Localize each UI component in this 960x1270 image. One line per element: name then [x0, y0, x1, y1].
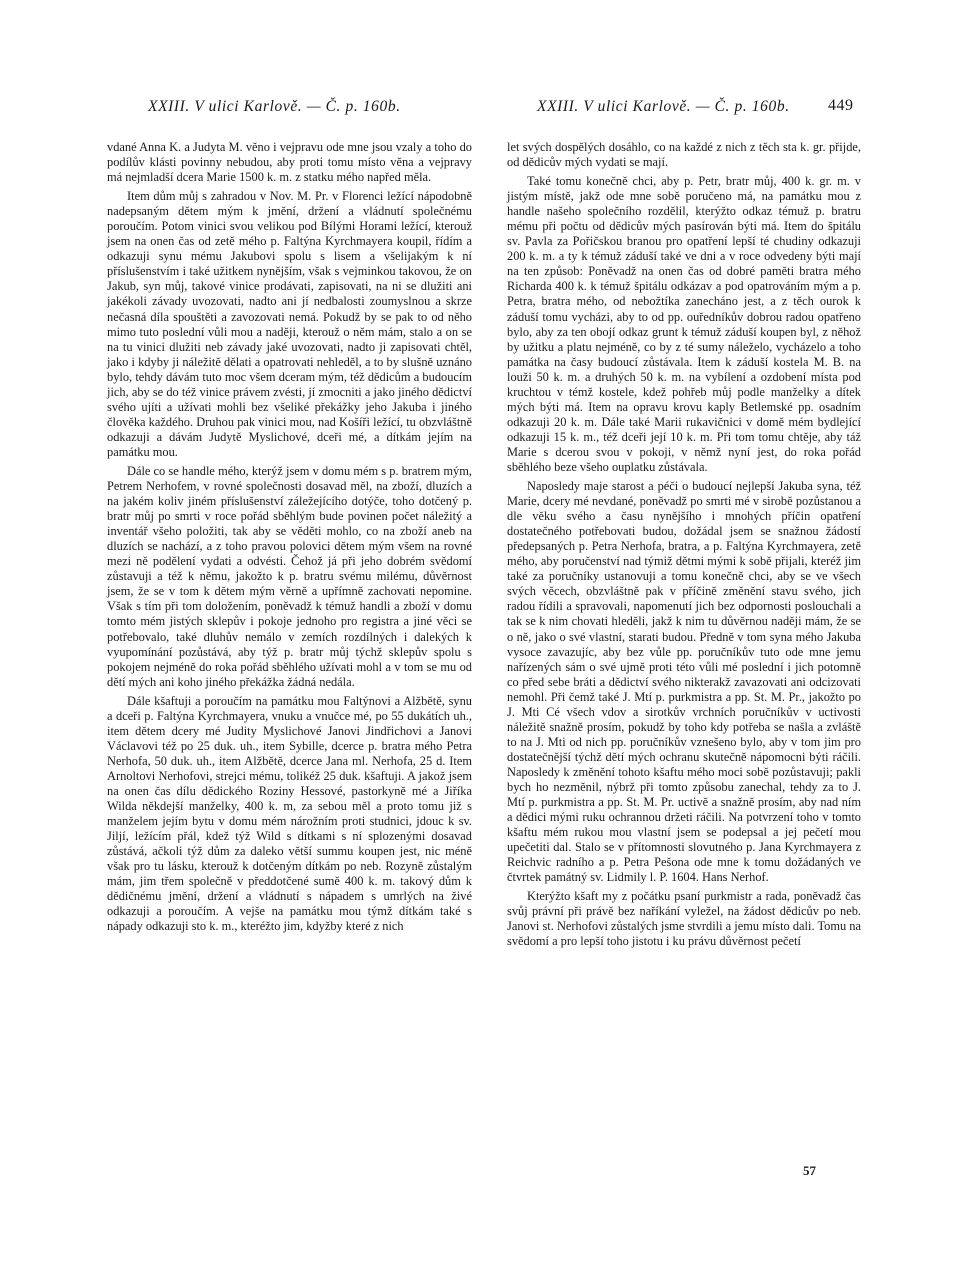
paragraph: Item dům můj s zahradou v Nov. M. Pr. v Florenci ležící nápodobně nadepsaným dětem mým k jmění, držení a vládnutí společnému poroučím. Potom vinici svou velikou pod Bílými Horami ležící, kterouž jsem na onen čas od zetě mého p. Faltýna Kyrchmayera koupil, řídím a odkazuji synu mému Jakubovi spolu s lisem a všelijakým k ní příslušenstvím i také užitkem nynějším, však s vejminkou takovou, že on Jakub, syn můj, takové vinice prodávati, zapisovati, na ni se dlužiti ani jakékoli závady uvozovati, nadto ani jí nedbalosti zoumyslnou a skrze nečasná díla spouštěti a zavozovati nemá. Pokudž by se pak to od něho mimo tuto poslední vůli mou a naději, kterouž o něm mám, stalo a on se na tu vinici dlužiti neb závady jaké uvozovati, nadto ji zapisovati chtěl, jako i kdyby ji náležitě dělati a opatrovati nehleděl, a to by slušně uznáno bylo, tehdy dávám tuto moc všem dceram mým, též dědicům a budoucím jich, aby se do též vinice právem zvésti, jí zmocniti a jako jiného dědictví svého ujíti a užívati mohli bez všeliké překážky jeho Jakuba i jiného člověka každého. Druhou pak vinici mou, nad Košíři ležící, tu obzvláštně odkazuji a dávám Judytě Myslichové, dceři mé, a dítkám jejím na památku mou.	[107, 189, 472, 459]
paragraph: Naposledy maje starost a péči o budoucí nejlepší Jakuba syna, též Marie, dcery mé nevdané, poněvadž po smrti mé v sirobě pozůstanou a dle věku svého a času nynějšího i mnohých příčin opatření dostatečného potřebovati budou, dožádal jsem se snažnou žádostí předepsaných p. Petra Nerhofa, bratra, a p. Faltýna Kyrchmayera, zetě mého, aby poručenství nad týmiž dětmi mými k sobě přijali, kteréž jim také za poručníky ustanovuji a tomu konečně chci, aby se ve všech svých věcech, obzvláštně pak v příčině změnění stavu svého, jich radou řídili a spravovali, napomenutí jich bez odpornosti poslouchali a tak se k nim chovati hleděli, jakž k nim tu důvěrnou naději mám, že se o ně, jako o své vlastní, starati budou. Předně v tom syna mého Jakuba vysoce zavazujíc, aby bez vůle pp. poručníkův tuto ode mne jemu nařízených sám o své ujmě proti této vůli mé poslední i jich potomně co před sebe bráti a dědictví svého nikterakž zavazovati ani odcizovati nemohl. Při čemž také J. Mtí p. purkmistra a pp. St. M. Pr., jakožto po J. Mti Cé všech vdov a sirotkův vrchních poručníkův v uctivosti náležitě snažně prosím, pokudž by toho kdy potřeba se našla a zvláště to na J. Mti od nich pp. poručníkův vznešeno bylo, aby v tom jim pro dostatečnější týchž dětí mých ochranu skutečně nápomocni býti ráčili. Naposledy k změnění tohoto kšaftu mého moci sobě pozůstavuji; pakli bych ho nezměnil, nýbrž při tomto způsobu zanechal, tehdy za to J. Mtí p. purkmistra a pp. St. M. Pr. uctivě a snažně prosím, aby nad ním a dědici mými ruku ochrannou držeti ráčili. Na potvrzení toho v tomto kšaftu mém rukou mou vlastní jsem se podepsal a jej pečetí mou upečetiti dal. Stalo se v přítomnosti slovutného p. Jana Kyrchmayera z Reichvic radního a p. Petra Pešona ode mne k tomu dožádaných ve čtvrtek památný sv. Lidmily l. P. 1604. Hans Nerhof.	[507, 479, 861, 885]
running-head-left: XXIII. V ulici Karlově. — Č. p. 160b.	[148, 98, 401, 115]
paragraph: Kterýžto kšaft my z počátku psaní purkmistr a rada, poněvadž čas svůj právní při právě bez naříkání vyležel, na žádost dědicův po neb. Janovi st. Nerhofovi zůstalých jsme stvrdili a jemu místo dali. Tomu na svědomí a pro lepší toho jistotu i ku právu důvěrnost pečetí	[507, 889, 861, 949]
paragraph: let svých dospělých dosáhlo, co na každé z nich z těch sta k. gr. přijde, od dědicův mých vydati se mají.	[507, 140, 861, 170]
left-text-column	[107, 140, 472, 938]
paragraph: Dále kšaftuji a poroučím na památku mou Faltýnovi a Alžbětě, synu a dceři p. Faltýna Kyrchmayera, vnuku a vnučce mé, po 55 dukátích uh., item dětem dcery mé Judity Myslichové Janovi Jindřichovi a Janovi Václavovi též po 25 duk. uh., item Sybille, dcerce p. bratra mého Petra Nerhofa, 50 duk. uh., item Alžbětě, dcerce Jana ml. Nerhofa, 25 d. Item Arnoltovi Nerhofovi, strejci mému, tolikéž 25 duk. kšaftuji. A jakož jsem na onen čas dílu dědického Roziny Hessové, pastorkyně mé a Jiříka Wilda někdejší manželky, 400 k. m, za sebou měl a proto tomu již s manželem jejím bytu v domu mém nárožním proti studnici, jdouc k sv. Jiljí, ležícím přál, kdež týž Wild s dítkami s ní splozenými dosavad zůstává, ačkoli týž dům za daleko větší summu koupen jest, nic méně však pro tu lásku, kterouž k dotčeným dítkám po neb. Rozyně zůstalým mám, jim třem společně v předdotčené sumě 400 k. m. takový dům k dědičnému jmění, držení a vládnutí s nápadem s umrlých na živé odkazuji a poroučím. A vejše na památku mou týmž dítkám také s nápady odkazuji sto k. m., kteréžto jim, kdyžby které z nich	[107, 693, 472, 934]
page-number: 449	[828, 97, 854, 114]
running-head-right: XXIII. V ulici Karlově. — Č. p. 160b.	[537, 98, 790, 115]
signature-mark: 57	[803, 1163, 816, 1178]
paragraph: Dále co se handle mého, kterýž jsem v domu mém s p. bratrem mým, Petrem Nerhofem, v rovné společnosti dosavad měl, na zboží, dluzích a na jakém koliv jiném příslušenství záležejícího dotýče, toho dotčený p. bratr můj po smrti v roce pořád sběhlým bude povinen počet náležitý a inventář všeho položiti, tak aby se věděti mohlo, co na zboží aneb na dluzích se nachází, a z toho pravou polovici dětem mým všem na rovné mezi ně podělení vydati a odvésti. Čehož já při jeho dobrém svědomí zůstavuji a též k němu, jakožto k p. bratru svému milému, důvěrnost jsem, že se v tom k dětem mým věrně a upřímně zachovati nepomine. Však s tím při tom doložením, poněvadž k témuž handli a zboží v domu tomto mém jistých sklepův i pokoje jednoho pro registra a jiné věci se potřebovalo, také dluhův nemálo v zemích rozdílných i dalekých k vyupomínání pozůstává, aby týž p. bratr můj týchž sklepův spolu s pokojem nejméně do roka pořád sběhlého užívati mohl a v tom se mu od dětí mých ani koho jiného překážka žádná nedála.	[107, 463, 472, 689]
right-text-column	[507, 140, 861, 953]
paragraph: Také tomu konečně chci, aby p. Petr, bratr můj, 400 k. gr. m. v jistým místě, jakž ode mne sobě poručeno má, na památku mou z handle našeho společního rozdělil, kterýžto odkaz témuž p. bratru mému při počtu od dědicův mých pasírován býti má. Item do špitálu sv. Pavla za Pořičskou branou pro opatření lepší té chudiny odkazuji 200 k. m. a ty k témuž záduší také ve dni a v roce odvedeny býti mají na ten způsob: Poněvadž na onen čas od dobré paměti bratra mého Richarda 400 k. k témuž špitálu odkázav a pod opatrováním mým a p. Petra, bratra mého, od nebožtíka zanecháno jest, a z těch ourok k záduší tomu vycházi, aby to od pp. ouředníkův dobrou radou opatřeno bylo, aby za ten obojí odkaz grunt k témuž záduší koupen byl, z něhož by užitku a platu nejméně, co by z té sumy náleželo, vycházelo a toho památka na časy budoucí zůstávala. Item k záduší kostela M. B. na louži 50 k. m. a druhých 50 k. m. na vybílení a ozdobení místa pod kruchtou v témž kostele, kdež pohřeb můj podle manželky a dítek mých býti má. Item na opravu krovu kaply Betlemské pp. osadním odkazuji 20 k. m. Dále také Marii rukavičnici v domě mém bydlející odkazuji 15 k. m., též dceři její 10 k. m. Při tom tomu chtěje, aby táž Marie s dcerou svou v pokoji, v němž nyní jest, do roka pořád sběhlého beze všeho ouplatku zůstávala.	[507, 174, 861, 474]
paragraph: vdané Anna K. a Judyta M. věno i vejpravu ode mne jsou vzaly a toho do podílův klásti povinny nebudou, aby proti tomu místo věna a vejpravy má nejmladší dcera Marie 1500 k. m. z statku mého napřed měla.	[107, 140, 472, 185]
